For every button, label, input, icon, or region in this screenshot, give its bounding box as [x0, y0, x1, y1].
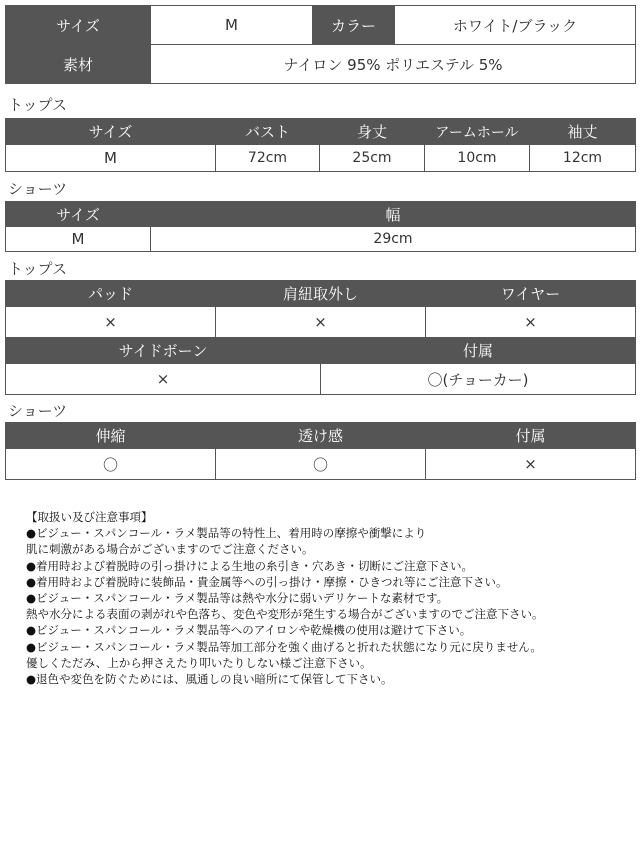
- care-note-line: ●着用時および着脱時に装飾品・貴金属等への引っ掛け・摩擦・ひきつれ等にご注意下さい。: [26, 574, 508, 589]
- material-value: ナイロン 95% ポリエステル 5%: [151, 45, 636, 84]
- shorts-width-header: 幅: [151, 202, 636, 227]
- stretch-value: 〇: [6, 449, 216, 480]
- wire-value: ×: [426, 307, 636, 338]
- size-label: サイズ: [6, 6, 151, 45]
- tops-accessory-header: 付属: [321, 338, 636, 364]
- sheerness-header: 透け感: [216, 423, 426, 449]
- shorts-size-value: M: [6, 227, 151, 252]
- care-notes-heading: 【取扱い及び注意事項】: [26, 510, 153, 524]
- care-note-line: ●ビジュー・スパンコール・ラメ製品等加工部分を強く曲げると折れた状態になり元に戻りません。: [26, 639, 542, 654]
- tops-size-table: [5, 118, 636, 172]
- side-bone-value: ×: [6, 364, 321, 395]
- tops-sleeve-value: 12cm: [530, 145, 636, 172]
- care-note-line: ●着用時および着脱時の引っ掛けによる生地の糸引き・穴あき・切断にご注意下さい。: [26, 558, 474, 573]
- shorts-size-table: [5, 201, 636, 252]
- pad-header: パッド: [6, 281, 216, 307]
- strap-detach-value: ×: [216, 307, 426, 338]
- tops-armhole-header: アームホール: [425, 119, 530, 145]
- tops-spec-table-2: [5, 337, 636, 395]
- color-value: ホワイト/ブラック: [395, 6, 636, 45]
- care-note-line: ●ビジュー・スパンコール・ラメ製品等の特性上、着用時の摩擦や衝撃により: [26, 526, 427, 541]
- care-note-line: 優しくただみ、上から押さえたり叩いたりしない様ご注意下さい。: [26, 655, 372, 670]
- stretch-header: 伸縮: [6, 423, 216, 449]
- care-note-line: ●ビジュー・スパンコール・ラメ製品等は熱や水分に弱いデリケートな素材です。: [26, 591, 449, 606]
- care-note-line: 肌に刺激がある場合がございますのでご注意ください。: [26, 542, 314, 557]
- size-value: M: [151, 6, 313, 45]
- shorts-spec-section-title: ショーツ: [8, 402, 68, 420]
- color-label: カラー: [313, 6, 395, 45]
- tops-spec-table-1: [5, 280, 636, 338]
- wire-header: ワイヤー: [426, 281, 636, 307]
- material-label: 素材: [6, 45, 151, 84]
- shorts-accessory-value: ×: [426, 449, 636, 480]
- tops-spec-section-title: トップス: [8, 260, 67, 278]
- shorts-size-section-title: ショーツ: [8, 180, 68, 198]
- tops-armhole-value: 10cm: [425, 145, 530, 172]
- pad-value: ×: [6, 307, 216, 338]
- care-note-line: ●退色や変色を防ぐためには、風通しの良い暗所にて保管して下さい。: [26, 672, 393, 687]
- care-note-line: ●ビジュー・スパンコール・ラメ製品等へのアイロンや乾燥機の使用は避けて下さい。: [26, 623, 472, 638]
- tops-accessory-value: 〇(チョーカー): [321, 364, 636, 395]
- care-notes: [26, 509, 636, 687]
- side-bone-header: サイドボーン: [6, 338, 321, 364]
- shorts-accessory-header: 付属: [426, 423, 636, 449]
- sheerness-value: 〇: [216, 449, 426, 480]
- tops-size-section-title: トップス: [8, 96, 67, 114]
- tops-size-header: サイズ: [6, 119, 216, 145]
- care-note-line: 熱や水分による表面の剥がれや色落ち、変色や変形が発生する場合がございますのでご注意下さい。: [26, 607, 544, 622]
- tops-length-header: 身丈: [320, 119, 425, 145]
- basic-info-table: [5, 5, 636, 84]
- tops-sleeve-header: 袖丈: [530, 119, 636, 145]
- tops-size-value: M: [6, 145, 216, 172]
- shorts-spec-table: [5, 422, 636, 480]
- tops-length-value: 25cm: [320, 145, 425, 172]
- shorts-size-header: サイズ: [6, 202, 151, 227]
- tops-bust-header: バスト: [216, 119, 320, 145]
- strap-detach-header: 肩紐取外し: [216, 281, 426, 307]
- shorts-width-value: 29cm: [151, 227, 636, 252]
- tops-bust-value: 72cm: [216, 145, 320, 172]
